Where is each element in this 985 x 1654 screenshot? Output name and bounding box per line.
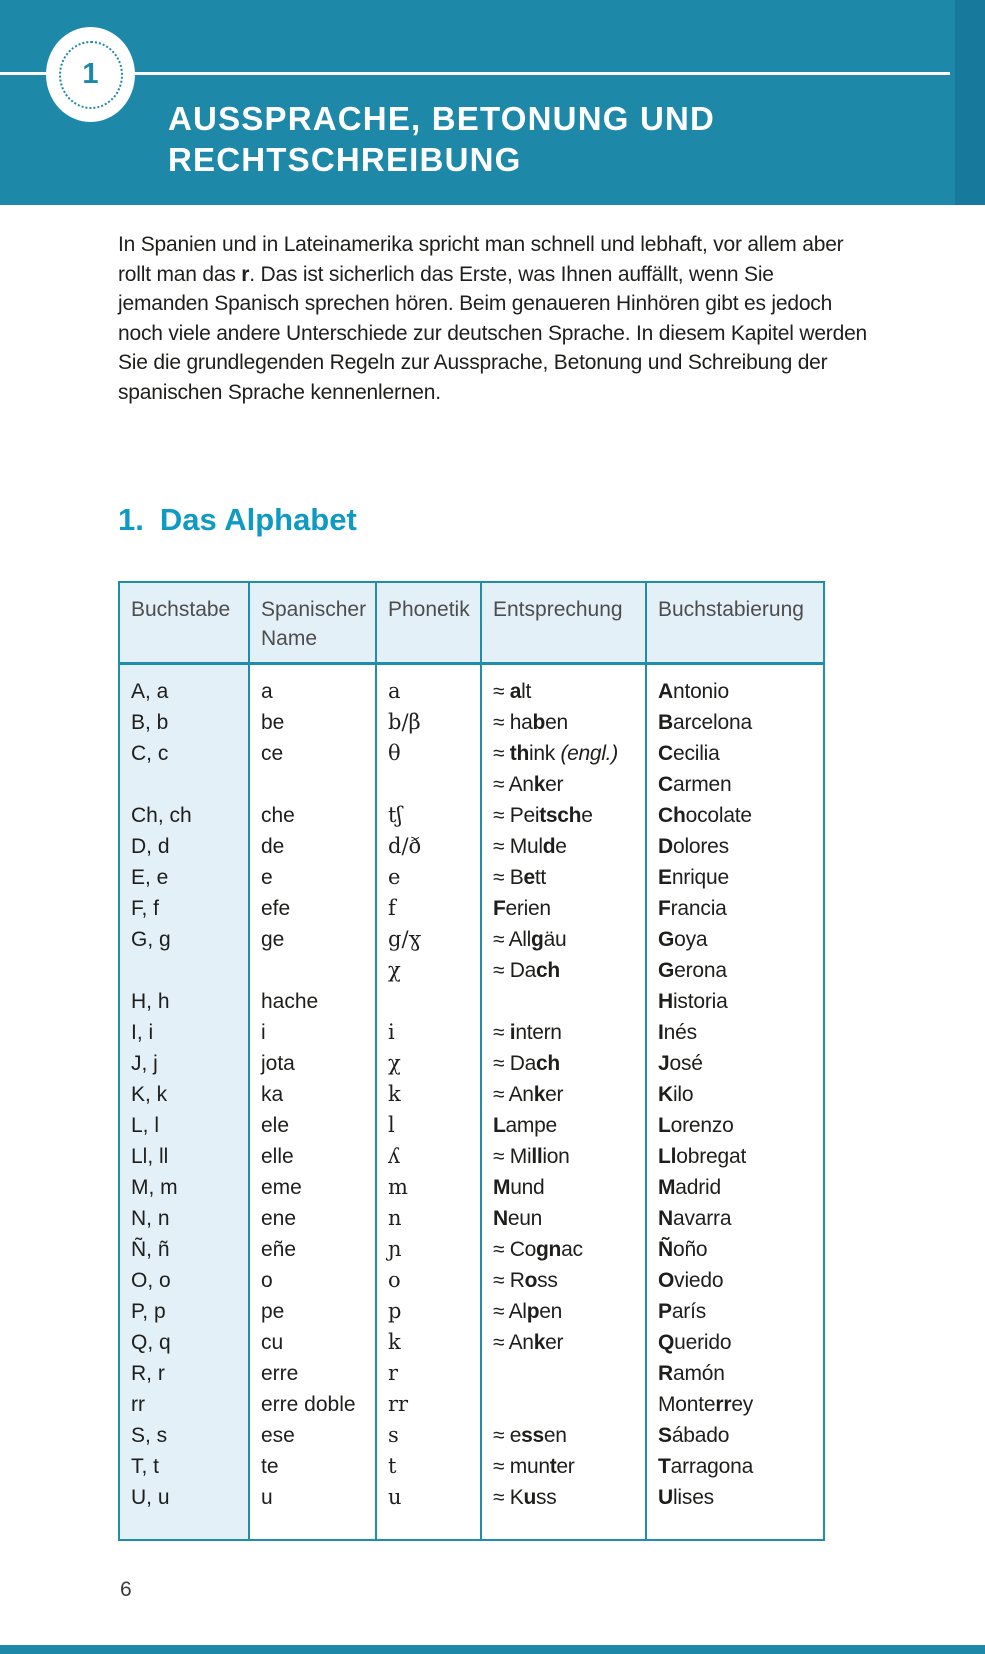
- cell-phonetik: χ: [376, 955, 481, 986]
- cell-buchstabe: H, h: [119, 986, 249, 1017]
- cell-buchstabierung: Llobregat: [646, 1141, 824, 1172]
- cell-entsprechung: ≈ Dach: [481, 1048, 646, 1079]
- cell-spanischer-name: erre: [249, 1358, 376, 1389]
- cell-spanischer-name: ge: [249, 924, 376, 955]
- cell-entsprechung: ≈ Allgäu: [481, 924, 646, 955]
- cell-buchstabe: K, k: [119, 1079, 249, 1110]
- cell-phonetik: ʎ: [376, 1141, 481, 1172]
- cell-spanischer-name: cu: [249, 1327, 376, 1358]
- cell-spanischer-name: u: [249, 1482, 376, 1540]
- table-row: [119, 707, 824, 738]
- cell-buchstabe: S, s: [119, 1420, 249, 1451]
- cell-phonetik: tʃ: [376, 800, 481, 831]
- table-row: [119, 1203, 824, 1234]
- cell-phonetik: k: [376, 1327, 481, 1358]
- cell-buchstabierung: Tarragona: [646, 1451, 824, 1482]
- cell-entsprechung: Ferien: [481, 893, 646, 924]
- table-row: [119, 1048, 824, 1079]
- cell-buchstabe: O, o: [119, 1265, 249, 1296]
- cell-entsprechung: ≈ Anker: [481, 1079, 646, 1110]
- cell-phonetik: m: [376, 1172, 481, 1203]
- cell-buchstabe: F, f: [119, 893, 249, 924]
- cell-buchstabierung: Ñoño: [646, 1234, 824, 1265]
- table-row: [119, 955, 824, 986]
- column-header-entsprechung: Entsprechung: [481, 582, 646, 664]
- cell-buchstabierung: Cecilia: [646, 738, 824, 769]
- cell-spanischer-name: erre doble: [249, 1389, 376, 1420]
- cell-entsprechung: Lampe: [481, 1110, 646, 1141]
- cell-phonetik: f: [376, 893, 481, 924]
- cell-spanischer-name: che: [249, 800, 376, 831]
- table-row: [119, 1079, 824, 1110]
- cell-spanischer-name: be: [249, 707, 376, 738]
- cell-buchstabierung: Dolores: [646, 831, 824, 862]
- cell-phonetik: r: [376, 1358, 481, 1389]
- table-row: [119, 1389, 824, 1420]
- page-number: 6: [120, 1578, 132, 1601]
- cell-buchstabe: A, a: [119, 664, 249, 708]
- table-row: [119, 769, 824, 800]
- cell-spanischer-name: de: [249, 831, 376, 862]
- cell-spanischer-name: efe: [249, 893, 376, 924]
- cell-buchstabe: E, e: [119, 862, 249, 893]
- cell-buchstabe: N, n: [119, 1203, 249, 1234]
- footer-band: [0, 1645, 985, 1654]
- table-row: [119, 1451, 824, 1482]
- cell-buchstabe: G, g: [119, 924, 249, 955]
- table-header-row: [119, 582, 824, 664]
- cell-phonetik: d/ð: [376, 831, 481, 862]
- cell-phonetik: a: [376, 664, 481, 708]
- cell-phonetik: u: [376, 1482, 481, 1540]
- cell-buchstabe: R, r: [119, 1358, 249, 1389]
- cell-spanischer-name: ka: [249, 1079, 376, 1110]
- cell-entsprechung: ≈ Peitsche: [481, 800, 646, 831]
- table-row: [119, 893, 824, 924]
- cell-spanischer-name: pe: [249, 1296, 376, 1327]
- cell-buchstabierung: Barcelona: [646, 707, 824, 738]
- chapter-number: 1: [82, 58, 99, 90]
- cell-entsprechung: ≈ Dach: [481, 955, 646, 986]
- cell-spanischer-name: ene: [249, 1203, 376, 1234]
- cell-entsprechung: [481, 1389, 646, 1420]
- cell-buchstabe: T, t: [119, 1451, 249, 1482]
- cell-entsprechung: ≈ haben: [481, 707, 646, 738]
- table-row: [119, 738, 824, 769]
- column-header-spanischer-name: Spanischer Name: [249, 582, 376, 664]
- cell-buchstabierung: Querido: [646, 1327, 824, 1358]
- cell-spanischer-name: ese: [249, 1420, 376, 1451]
- cell-spanischer-name: hache: [249, 986, 376, 1017]
- column-header-phonetik: Phonetik: [376, 582, 481, 664]
- cell-entsprechung: Mund: [481, 1172, 646, 1203]
- table-row: [119, 924, 824, 955]
- cell-buchstabierung: Gerona: [646, 955, 824, 986]
- chapter-title: [168, 98, 715, 180]
- cell-buchstabe: Ch, ch: [119, 800, 249, 831]
- cell-buchstabierung: Chocolate: [646, 800, 824, 831]
- cell-buchstabe: I, i: [119, 1017, 249, 1048]
- table-row: [119, 1172, 824, 1203]
- section-number: 1.: [118, 502, 144, 537]
- cell-entsprechung: ≈ Cognac: [481, 1234, 646, 1265]
- cell-buchstabierung: Monterrey: [646, 1389, 824, 1420]
- table-row: [119, 1265, 824, 1296]
- cell-spanischer-name: o: [249, 1265, 376, 1296]
- cell-spanischer-name: elle: [249, 1141, 376, 1172]
- cell-spanischer-name: [249, 955, 376, 986]
- cell-entsprechung: ≈ Kuss: [481, 1482, 646, 1540]
- cell-entsprechung: ≈ Million: [481, 1141, 646, 1172]
- cell-phonetik: s: [376, 1420, 481, 1451]
- cell-buchstabierung: Lorenzo: [646, 1110, 824, 1141]
- chapter-title-line2: RECHTSCHREIBUNG: [168, 141, 522, 178]
- cell-entsprechung: ≈ Alpen: [481, 1296, 646, 1327]
- cell-spanischer-name: jota: [249, 1048, 376, 1079]
- cell-buchstabierung: Inés: [646, 1017, 824, 1048]
- chapter-title-line1: AUSSPRACHE, BETONUNG UND: [168, 100, 716, 137]
- cell-buchstabierung: Enrique: [646, 862, 824, 893]
- cell-buchstabierung: Carmen: [646, 769, 824, 800]
- intro-paragraph: In Spanien und in Lateinamerika spricht man schnell und lebhaft, vor allem aber rollt man das r. Das ist sicherlich das Erste, was Ihnen auffällt, wenn Sie jemanden Spanisch sprechen hören. Beim genaueren Hinhören gibt es jedoch noch viele andere Unterschiede zur deutschen Sprache. In diesem Kapitel werden Sie die grundlegenden Regeln zur Aussprache, Betonung und Schreibung der spanischen Sprache kennenlernen.: [118, 233, 868, 404]
- cell-entsprechung: ≈ Bett: [481, 862, 646, 893]
- cell-buchstabierung: Navarra: [646, 1203, 824, 1234]
- cell-entsprechung: ≈ intern: [481, 1017, 646, 1048]
- cell-buchstabierung: Kilo: [646, 1079, 824, 1110]
- cell-spanischer-name: e: [249, 862, 376, 893]
- cell-phonetik: n: [376, 1203, 481, 1234]
- cell-spanischer-name: a: [249, 664, 376, 708]
- cell-buchstabierung: Antonio: [646, 664, 824, 708]
- column-header-buchstabe: Buchstabe: [119, 582, 249, 664]
- table-row: [119, 1358, 824, 1389]
- cell-buchstabierung: Madrid: [646, 1172, 824, 1203]
- cell-buchstabierung: Oviedo: [646, 1265, 824, 1296]
- cell-buchstabe: D, d: [119, 831, 249, 862]
- cell-phonetik: b/β: [376, 707, 481, 738]
- header-band: [0, 0, 985, 205]
- cell-buchstabe: Ll, ll: [119, 1141, 249, 1172]
- cell-buchstabierung: Sábado: [646, 1420, 824, 1451]
- table-row: [119, 831, 824, 862]
- chapter-badge-ring: [59, 41, 123, 109]
- cell-phonetik: k: [376, 1079, 481, 1110]
- cell-entsprechung: ≈ Ross: [481, 1265, 646, 1296]
- table-row: [119, 664, 824, 708]
- cell-phonetik: e: [376, 862, 481, 893]
- cell-phonetik: o: [376, 1265, 481, 1296]
- table-row: [119, 1420, 824, 1451]
- cell-phonetik: i: [376, 1017, 481, 1048]
- cell-buchstabe: L, l: [119, 1110, 249, 1141]
- cell-buchstabierung: París: [646, 1296, 824, 1327]
- table-row: [119, 1327, 824, 1358]
- cell-entsprechung: ≈ Mulde: [481, 831, 646, 862]
- table-row: [119, 1141, 824, 1172]
- cell-buchstabierung: Ramón: [646, 1358, 824, 1389]
- table-row: [119, 1296, 824, 1327]
- cell-spanischer-name: eñe: [249, 1234, 376, 1265]
- cell-entsprechung: ≈ munter: [481, 1451, 646, 1482]
- section-heading: [118, 502, 357, 538]
- cell-entsprechung: ≈ think (engl.): [481, 738, 646, 769]
- cell-buchstabe: rr: [119, 1389, 249, 1420]
- cell-spanischer-name: eme: [249, 1172, 376, 1203]
- cell-entsprechung: ≈ alt: [481, 664, 646, 708]
- cell-spanischer-name: i: [249, 1017, 376, 1048]
- cell-spanischer-name: ele: [249, 1110, 376, 1141]
- cell-phonetik: [376, 986, 481, 1017]
- cell-buchstabe: Ñ, ñ: [119, 1234, 249, 1265]
- cell-buchstabe: B, b: [119, 707, 249, 738]
- cell-entsprechung: ≈ Anker: [481, 1327, 646, 1358]
- cell-entsprechung: Neun: [481, 1203, 646, 1234]
- table-row: [119, 800, 824, 831]
- alphabet-table-body: [119, 664, 824, 1541]
- cell-buchstabe: J, j: [119, 1048, 249, 1079]
- cell-phonetik: [376, 769, 481, 800]
- cell-phonetik: rr: [376, 1389, 481, 1420]
- cell-buchstabierung: Ulises: [646, 1482, 824, 1540]
- cell-phonetik: t: [376, 1451, 481, 1482]
- cell-buchstabe: P, p: [119, 1296, 249, 1327]
- cell-phonetik: θ: [376, 738, 481, 769]
- cell-spanischer-name: ce: [249, 738, 376, 769]
- cell-spanischer-name: te: [249, 1451, 376, 1482]
- cell-spanischer-name: [249, 769, 376, 800]
- cell-phonetik: ɲ: [376, 1234, 481, 1265]
- table-row: [119, 1482, 824, 1540]
- cell-entsprechung: [481, 1358, 646, 1389]
- cell-entsprechung: [481, 986, 646, 1017]
- header-edge-strip: [955, 0, 985, 205]
- cell-buchstabe: M, m: [119, 1172, 249, 1203]
- column-header-buchstabierung: Buchstabierung: [646, 582, 824, 664]
- cell-buchstabe: C, c: [119, 738, 249, 769]
- table-row: [119, 986, 824, 1017]
- cell-buchstabe: [119, 955, 249, 986]
- cell-buchstabe: Q, q: [119, 1327, 249, 1358]
- cell-buchstabe: [119, 769, 249, 800]
- cell-buchstabierung: Francia: [646, 893, 824, 924]
- cell-buchstabe: U, u: [119, 1482, 249, 1540]
- cell-entsprechung: ≈ essen: [481, 1420, 646, 1451]
- cell-phonetik: g/ɣ: [376, 924, 481, 955]
- table-row: [119, 1017, 824, 1048]
- cell-entsprechung: ≈ Anker: [481, 769, 646, 800]
- cell-buchstabierung: José: [646, 1048, 824, 1079]
- cell-phonetik: l: [376, 1110, 481, 1141]
- header-rule: [0, 72, 950, 75]
- table-row: [119, 1234, 824, 1265]
- cell-phonetik: χ: [376, 1048, 481, 1079]
- cell-buchstabierung: Historia: [646, 986, 824, 1017]
- alphabet-table: [118, 581, 825, 1541]
- chapter-badge: [46, 27, 135, 122]
- table-row: [119, 1110, 824, 1141]
- cell-buchstabierung: Goya: [646, 924, 824, 955]
- section-title: Das Alphabet: [159, 502, 357, 537]
- table-row: [119, 862, 824, 893]
- cell-phonetik: p: [376, 1296, 481, 1327]
